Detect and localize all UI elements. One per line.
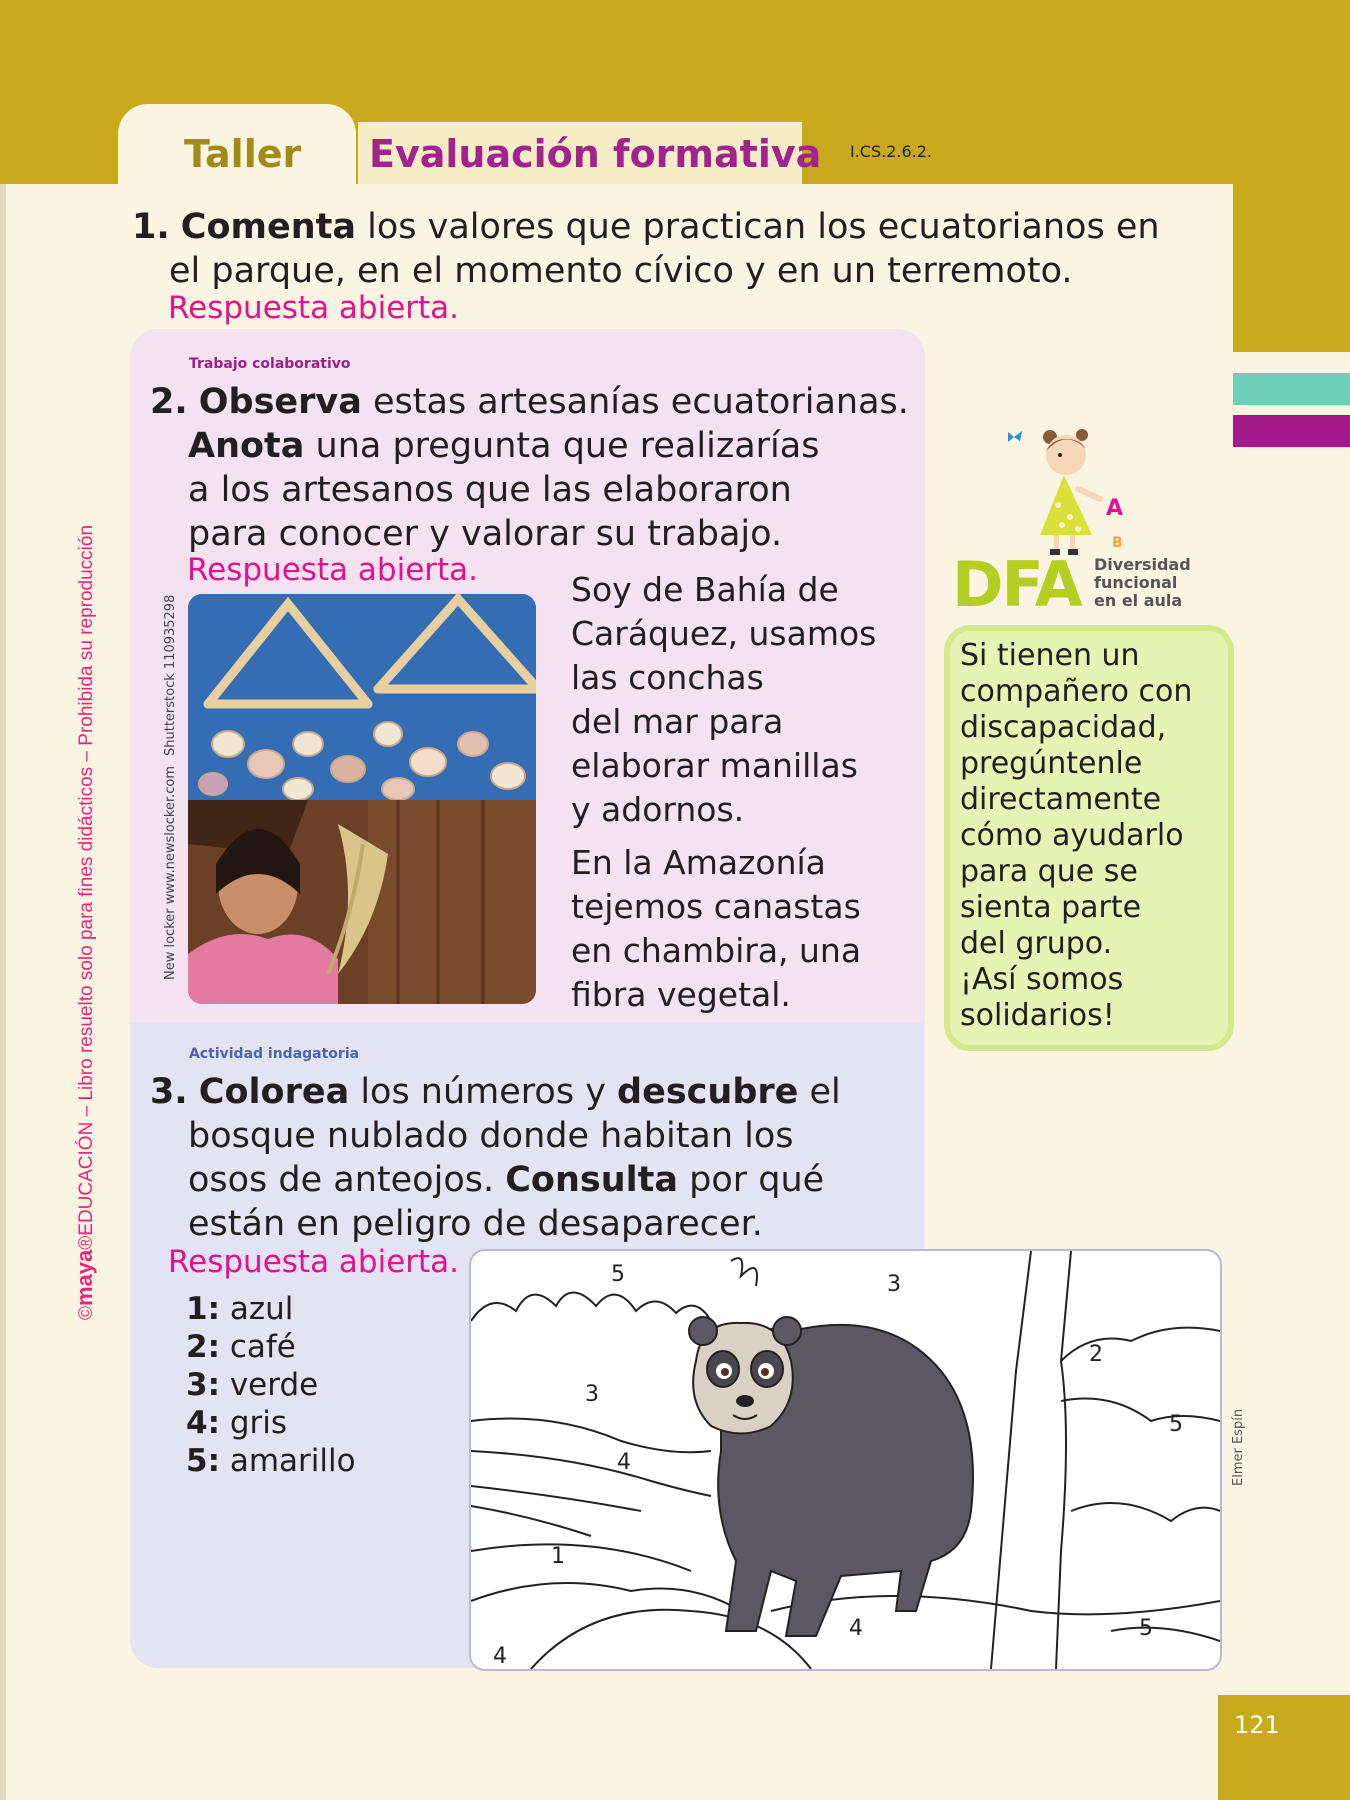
- region-label: 5: [1139, 1616, 1153, 1641]
- color-key-item: 2: café: [186, 1329, 296, 1365]
- color-key-item: 1: azul: [186, 1291, 294, 1327]
- tag-trabajo-colaborativo: Trabajo colaborativo: [189, 356, 351, 372]
- artisan-quote-amazonia: En la Amazonía tejemos canastas en chambira, una fibra vegetal.: [571, 843, 862, 1014]
- dfa-subtitle: Diversidad funcional en el aula: [1094, 555, 1191, 610]
- tab-evaluacion-label: Evaluación formativa: [369, 132, 822, 176]
- bear-coloring-illustration: [469, 1249, 1222, 1671]
- page-number-box: [1218, 1695, 1350, 1800]
- question-2: 2. Observa estas artesanías ecuatorianas. Anota una pregunta que realizarías a los artesanos que las elaboraron para conocer y valorar su trabajo.: [150, 382, 909, 554]
- region-label: 5: [611, 1262, 625, 1287]
- color-key-item: 4: gris: [186, 1405, 288, 1441]
- teal-stripe: [1233, 373, 1350, 405]
- question-3: 3. Colorea los números y descubre el bosque nublado donde habitan los osos de anteojos. Consulta por qué están en peligro de desaparecer.: [150, 1072, 841, 1244]
- left-edge: [0, 184, 6, 1800]
- copyright-side-text: ©maya®EDUCACIÓN – Libro resuelto solo para fines didácticos – Prohibida su reproducción: [72, 524, 97, 1320]
- answer-1: Respuesta abierta.: [168, 290, 460, 326]
- region-label: 1: [551, 1544, 565, 1569]
- question-1: 1. Comenta los valores que practican los ecuatorianos en el parque, en el momento cívico y en un terremoto.: [132, 207, 1160, 291]
- color-key-item: 3: verde: [186, 1367, 319, 1403]
- color-key-list: [186, 1290, 356, 1480]
- photo-credit-1: Shutterstock 110935298: [163, 594, 178, 756]
- spectacled-bear-drawing: [471, 1251, 1220, 1669]
- crafts-photo: [188, 594, 536, 1004]
- answer-3: Respuesta abierta.: [168, 1244, 460, 1280]
- artisan-quote-bahia: Soy de Bahía de Caráquez, usamos las conchas del mar para elaborar manillas y adornos.: [571, 570, 877, 829]
- tab-evaluacion: [358, 122, 822, 184]
- crafts-photo-illustration: [188, 594, 536, 1004]
- region-label: 4: [493, 1644, 507, 1669]
- region-label: 4: [617, 1450, 631, 1475]
- region-label: 2: [1089, 1342, 1103, 1367]
- magenta-stripe: [1233, 415, 1350, 447]
- dfa-text: Si tienen un compañero con discapacidad, pregúntenle directamente cómo ayudarlo para que se sienta parte del grupo. ¡Así somos solidarios!: [960, 638, 1193, 1033]
- tab-taller: [118, 104, 356, 186]
- tag-actividad-indagatoria: Actividad indagatoria: [189, 1046, 360, 1062]
- color-key-item: 5: amarillo: [186, 1443, 356, 1479]
- curriculum-code: I.CS.2.6.2.: [850, 142, 933, 161]
- answer-2: Respuesta abierta.: [187, 552, 479, 588]
- tab-taller-label: Taller: [184, 132, 302, 176]
- dfa-logo: DFA: [952, 548, 1081, 621]
- region-label: 4: [849, 1616, 863, 1641]
- illustrator-credit: Elmer Espín: [1231, 1408, 1246, 1486]
- region-label: 3: [585, 1382, 599, 1407]
- page-number: 121: [1234, 1711, 1280, 1739]
- photo-credit-2: New locker www.newslocker.com: [163, 765, 178, 980]
- right-band: [1233, 184, 1350, 352]
- region-label: 3: [887, 1272, 901, 1297]
- region-label: 5: [1169, 1412, 1183, 1437]
- svg-text:B: B: [1112, 535, 1123, 551]
- girl-icon: [1000, 425, 1140, 560]
- svg-text:A: A: [1106, 496, 1124, 521]
